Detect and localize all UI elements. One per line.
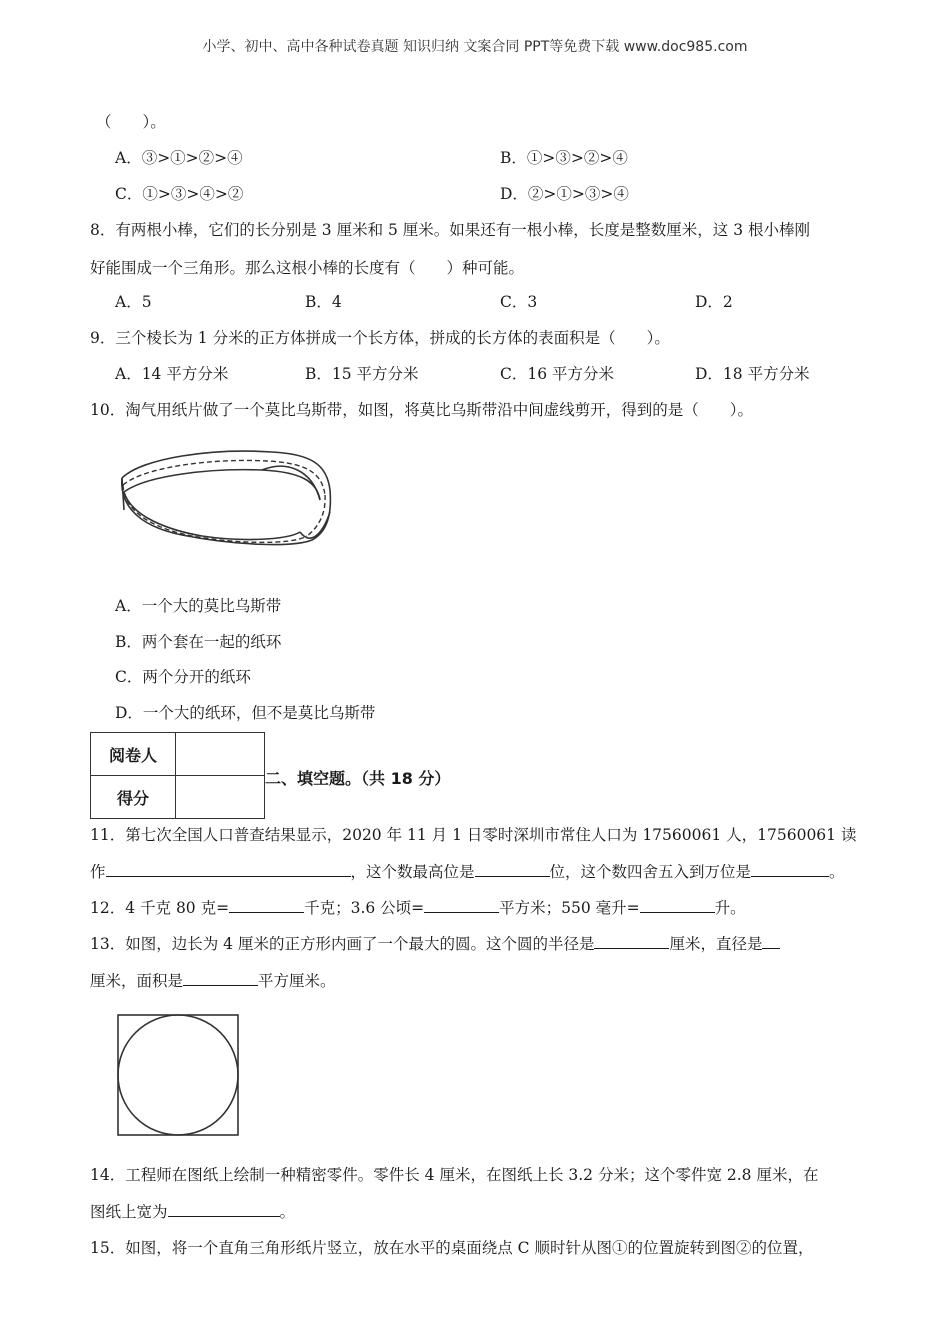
q14-p2: 。	[279, 1203, 296, 1221]
q10-option-c: C．两个分开的纸环	[115, 668, 251, 686]
q12-blank-sqm[interactable]	[424, 896, 499, 913]
q14-blank-width[interactable]	[168, 1200, 280, 1217]
q12-p1: 12．4 千克 80 克=	[90, 899, 230, 917]
q8-line2: 好能围成一个三角形。那么这根小棒的长度有（ ）种可能。	[90, 259, 525, 277]
q13-p2: 厘米，直径是	[669, 935, 763, 953]
q12-p3: 平方米；550 毫升=	[499, 899, 640, 917]
q10-option-d: D．一个大的纸环，但不是莫比乌斯带	[115, 704, 376, 722]
reviewer-label: 阅卷人	[91, 733, 176, 776]
q11-p1: 作	[90, 863, 106, 881]
q8-option-c: C．3	[500, 293, 538, 311]
q11-line2	[90, 860, 845, 882]
q11-p4: 。	[829, 863, 845, 881]
q13-blank-diameter[interactable]	[762, 932, 780, 949]
page-header: 小学、初中、高中各种试卷真题 知识归纳 文案合同 PPT等免费下载 www.doc985.com	[202, 39, 748, 55]
q9-option-d: D．18 平方分米	[695, 365, 810, 383]
q13-p4: 平方厘米。	[258, 972, 336, 990]
q13-line1	[90, 932, 780, 954]
q13-line2	[90, 969, 336, 991]
q8-option-d: D．2	[695, 293, 733, 311]
q11-blank-rounded[interactable]	[751, 860, 829, 877]
square-circle-figure	[117, 1014, 239, 1136]
score-table	[90, 732, 265, 819]
q15-line1: 15．如图，将一个直角三角形纸片竖立，放在水平的桌面绕点 C 顺时针从图①的位置旋转到图②的位置，	[90, 1239, 814, 1257]
q8-option-b: B．4	[305, 293, 342, 311]
q9-option-c: C．16 平方分米	[500, 365, 615, 383]
q14-line1: 14．工程师在图纸上绘制一种精密零件。零件长 4 厘米，在图纸上长 3.2 分米；这个零件宽 2.8 厘米，在	[90, 1166, 819, 1184]
reviewer-cell[interactable]	[176, 733, 265, 776]
q12-p2: 千克；3.6 公顷=	[304, 899, 425, 917]
q11-blank-reading[interactable]	[106, 860, 351, 877]
q12-line	[90, 896, 746, 918]
q7-option-b: B．①>③>②>④	[500, 149, 628, 167]
mobius-strip-figure	[112, 440, 342, 560]
q7-option-c: C．①>③>④>②	[115, 185, 244, 203]
q13-blank-radius[interactable]	[594, 932, 669, 949]
q7-option-a: A．③>①>②>④	[115, 149, 243, 167]
q9-option-b: B．15 平方分米	[305, 365, 419, 383]
q11-blank-highest-place[interactable]	[475, 860, 550, 877]
q10-option-b: B．两个套在一起的纸环	[115, 633, 282, 651]
q11-line1: 11．第七次全国人口普查结果显示，2020 年 11 月 1 日零时深圳市常住人口为 17560061 人，17560061 读	[90, 826, 857, 844]
q8-line1: 8．有两根小棒，它们的长分别是 3 厘米和 5 厘米。如果还有一根小棒，长度是整数厘米，这 3 根小棒刚	[90, 221, 811, 239]
q14-p1: 图纸上宽为	[90, 1203, 168, 1221]
q7-option-d: D．②>①>③>④	[500, 185, 629, 203]
q7-tail: （ ）。	[96, 113, 166, 131]
q8-option-a: A．5	[115, 293, 152, 311]
q12-blank-liter[interactable]	[640, 896, 715, 913]
score-cell[interactable]	[176, 776, 265, 819]
q11-p2: ，这个数最高位是	[350, 863, 475, 881]
section-title: 二、填空题。（共 18 分）	[265, 769, 451, 788]
score-label: 得分	[91, 776, 176, 819]
q13-blank-area[interactable]	[183, 969, 258, 986]
q12-blank-kg[interactable]	[229, 896, 304, 913]
q10-line1: 10．淘气用纸片做了一个莫比乌斯带，如图，将莫比乌斯带沿中间虚线剪开，得到的是（ ）。	[90, 401, 753, 419]
q11-p3: 位，这个数四舍五入到万位是	[549, 863, 752, 881]
q14-line2	[90, 1200, 295, 1222]
q9-line1: 9．三个棱长为 1 分米的正方体拼成一个长方体，拼成的长方体的表面积是（ ）。	[90, 329, 670, 347]
q12-p4: 升。	[714, 899, 746, 917]
q10-option-a: A．一个大的莫比乌斯带	[115, 597, 282, 615]
q13-p3: 厘米，面积是	[90, 972, 184, 990]
q13-p1: 13．如图，边长为 4 厘米的正方形内画了一个最大的圆。这个圆的半径是	[90, 935, 595, 953]
q9-option-a: A．14 平方分米	[115, 365, 229, 383]
